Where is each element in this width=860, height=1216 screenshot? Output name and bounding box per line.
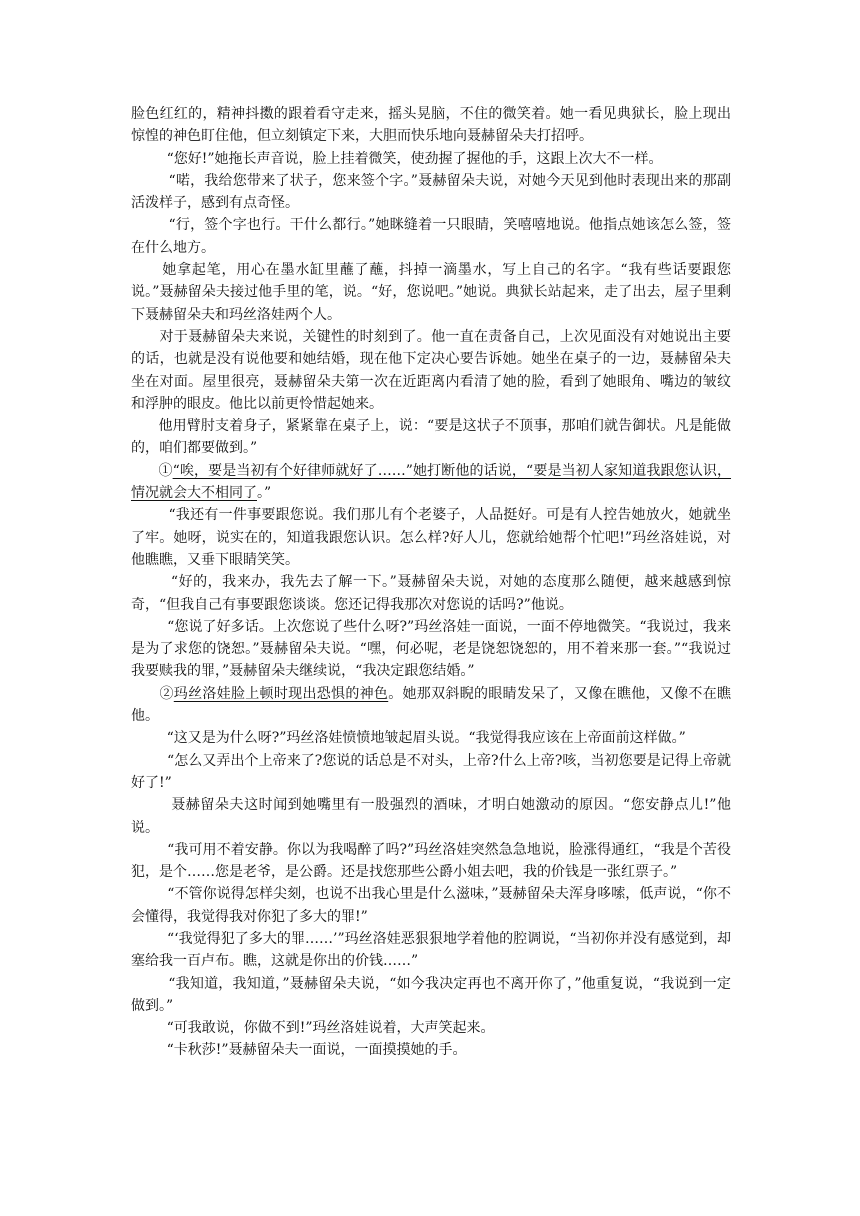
paragraph-text: “我还有一件事要跟您说。我们那儿有个老婆子，人品挺好。可是有人控告她放火，她就坐了牢。她呀，说实在的，知道我跟您认识。怎么样?好人儿，您就给她帮个忙吧!”玛丝洛娃说，对他瞧瞧，又垂下眼睛笑笑。: [131, 507, 731, 568]
paragraph: [131, 928, 731, 973]
paragraph-text: “您好!”她拖长声音说，脸上挂着微笑，使劲握了握他的手，这跟上次大不一样。: [166, 150, 663, 167]
paragraph: [131, 103, 731, 148]
paragraph: [131, 326, 731, 415]
annotation-marker-1: ①: [158, 462, 173, 479]
paragraph: [131, 727, 731, 749]
paragraph: [131, 794, 731, 839]
paragraph: [131, 415, 731, 460]
paragraph-text: “‘我觉得犯了多大的罪……’”玛丝洛娃恶狠狠地学着他的腔调说，“当初你并没有感觉到，却塞给我一百卢布。瞧，这就是你出的价钱……”: [131, 930, 731, 970]
paragraph-text: 她拿起笔，用心在墨水缸里蘸了蘸，抖掉一滴墨水，写上自己的名字。“我有些话要跟您说。”聂赫留朵夫接过他手里的笔，说。“好，您说吧。”她说。典狱长站起来，走了出去，屋子里剩下聂赫留朵夫和玛丝洛娃两个人。: [131, 262, 731, 323]
paragraph: [131, 1017, 731, 1039]
paragraph-text: “这又是为什么呀?”玛丝洛娃愤愤地皱起眉头说。“我觉得我应该在上帝面前这样做。”: [166, 730, 686, 747]
underlined-sentence-2: 玛丝洛娃脸上顿时现出恐惧的神色: [173, 685, 389, 702]
paragraph-text: “怎么又弄出个上帝来了?您说的话总是不对头，上帝?什么上帝?咳，当初您要是记得上帝就好了!”: [131, 752, 731, 791]
paragraph: [131, 750, 731, 795]
paragraph-text: “行，签个字也行。干什么都行。”她眯缝着一只眼睛，笑嘻嘻地说。他指点她该怎么签，签在什么地方。: [131, 217, 731, 256]
paragraph: [131, 973, 731, 1018]
paragraph-text: 对于聂赫留朵夫来说，关键性的时刻到了。他一直在责备自己，上次见面没有对她说出主要的话，也就是没有说他要和她结婚，现在他下定决心要告诉她。她坐在桌子的一边，聂赫留朵夫坐在对面。屋里很亮，聂赫留朵夫第一次在近距离内看清了她的脸，看到了她眼角、嘴边的皱纹和浮肿的眼皮。他比以前更怜惜起她来。: [131, 328, 732, 412]
paragraph-text: “喏，我给您带来了状子，您来签个字。”聂赫留朵夫说，对她今天见到他时表现出来的那副活泼样子，感到有点奇怪。: [131, 172, 731, 212]
paragraph-text: “我知道，我知道，”聂赫留朵夫说，“如今我决定再也不离开你了，”他重复说，“我说到一定做到。”: [131, 975, 731, 1014]
paragraph: [131, 616, 731, 683]
paragraph-text: “可我敢说，你做不到!”玛丝洛娃说着，大声笑起来。: [166, 1020, 495, 1037]
paragraph: [131, 571, 731, 616]
paragraph-text: 脸色红红的，精神抖擞的跟着看守走来，摇头晃脑，不住的微笑着。她一看见典狱长，脸上现出惊惶的神色盯住他，但立刻镇定下来，大胆而快乐地向聂赫留朵夫打招呼。: [131, 106, 731, 145]
paragraph: [131, 148, 731, 170]
paragraph-text: “您说了好多话。上次您说了些什么呀?”玛丝洛娃一面说，一面不停地微笑。“我说过，我来是为了求您的饶恕。”聂赫留朵夫说。“嘿，何必呢，老是饶恕饶恕的，用不着来那一套。”“我说过我要赎我的罪，”聂赫留朵夫继续说，“我决定跟您结婚。”: [131, 618, 731, 680]
paragraph-text: 聂赫留朵夫这时闻到她嘴里有一股强烈的酒味，才明白她激动的原因。“您安静点儿!”他说。: [131, 797, 731, 836]
paragraph-text: “卡秋莎!”聂赫留朵夫一面说，一面摸摸她的手。: [166, 1042, 467, 1059]
document-page: [131, 103, 731, 1062]
paragraph: [131, 170, 731, 215]
paragraph-text: 。”: [257, 485, 272, 502]
underlined-sentence-1: “唉，要是当初有个好律师就好了……”她打断他的话说，“要是当初人家知道我跟您认识，情况就会大不相同了: [131, 462, 732, 502]
paragraph-annotated-2: [131, 683, 731, 728]
paragraph: [131, 259, 731, 326]
paragraph: [131, 504, 731, 571]
paragraph-text: “好的，我来办，我先去了解一下。”聂赫留朵夫说，对她的态度那么随便，越来越感到惊奇，“但我自己有事要跟您谈谈。您还记得我那次对您说的话吗?”他说。: [131, 574, 731, 613]
paragraph-text: “不管你说得怎样尖刻，也说不出我心里是什么滋味，”聂赫留朵夫浑身哆嗦，低声说，“你不会懂得，我觉得我对你犯了多大的罪!”: [131, 886, 731, 925]
annotation-marker-2: ②: [159, 685, 174, 702]
paragraph-text: “我可用不着安静。你以为我喝醉了吗?”玛丝洛娃突然急急地说，脸涨得通红，“我是个苦役犯，是个……您是老爷，是公爵。还是找您那些公爵小姐去吧，我的价钱是一张红票子。”: [131, 841, 731, 881]
paragraph: [131, 1039, 731, 1061]
paragraph-annotated-1: [131, 460, 731, 505]
paragraph: [131, 214, 731, 259]
paragraph-text: 。她那双斜睨的眼睛发呆了，又像在瞧他，又像不在瞧他。: [131, 685, 732, 725]
paragraph-text: 他用臂肘支着身子，紧紧靠在桌子上，说：“要是这状子不顶事，那咱们就告御状。凡是能做的，咱们都要做到。”: [131, 418, 732, 457]
paragraph: [131, 839, 731, 884]
paragraph: [131, 883, 731, 928]
